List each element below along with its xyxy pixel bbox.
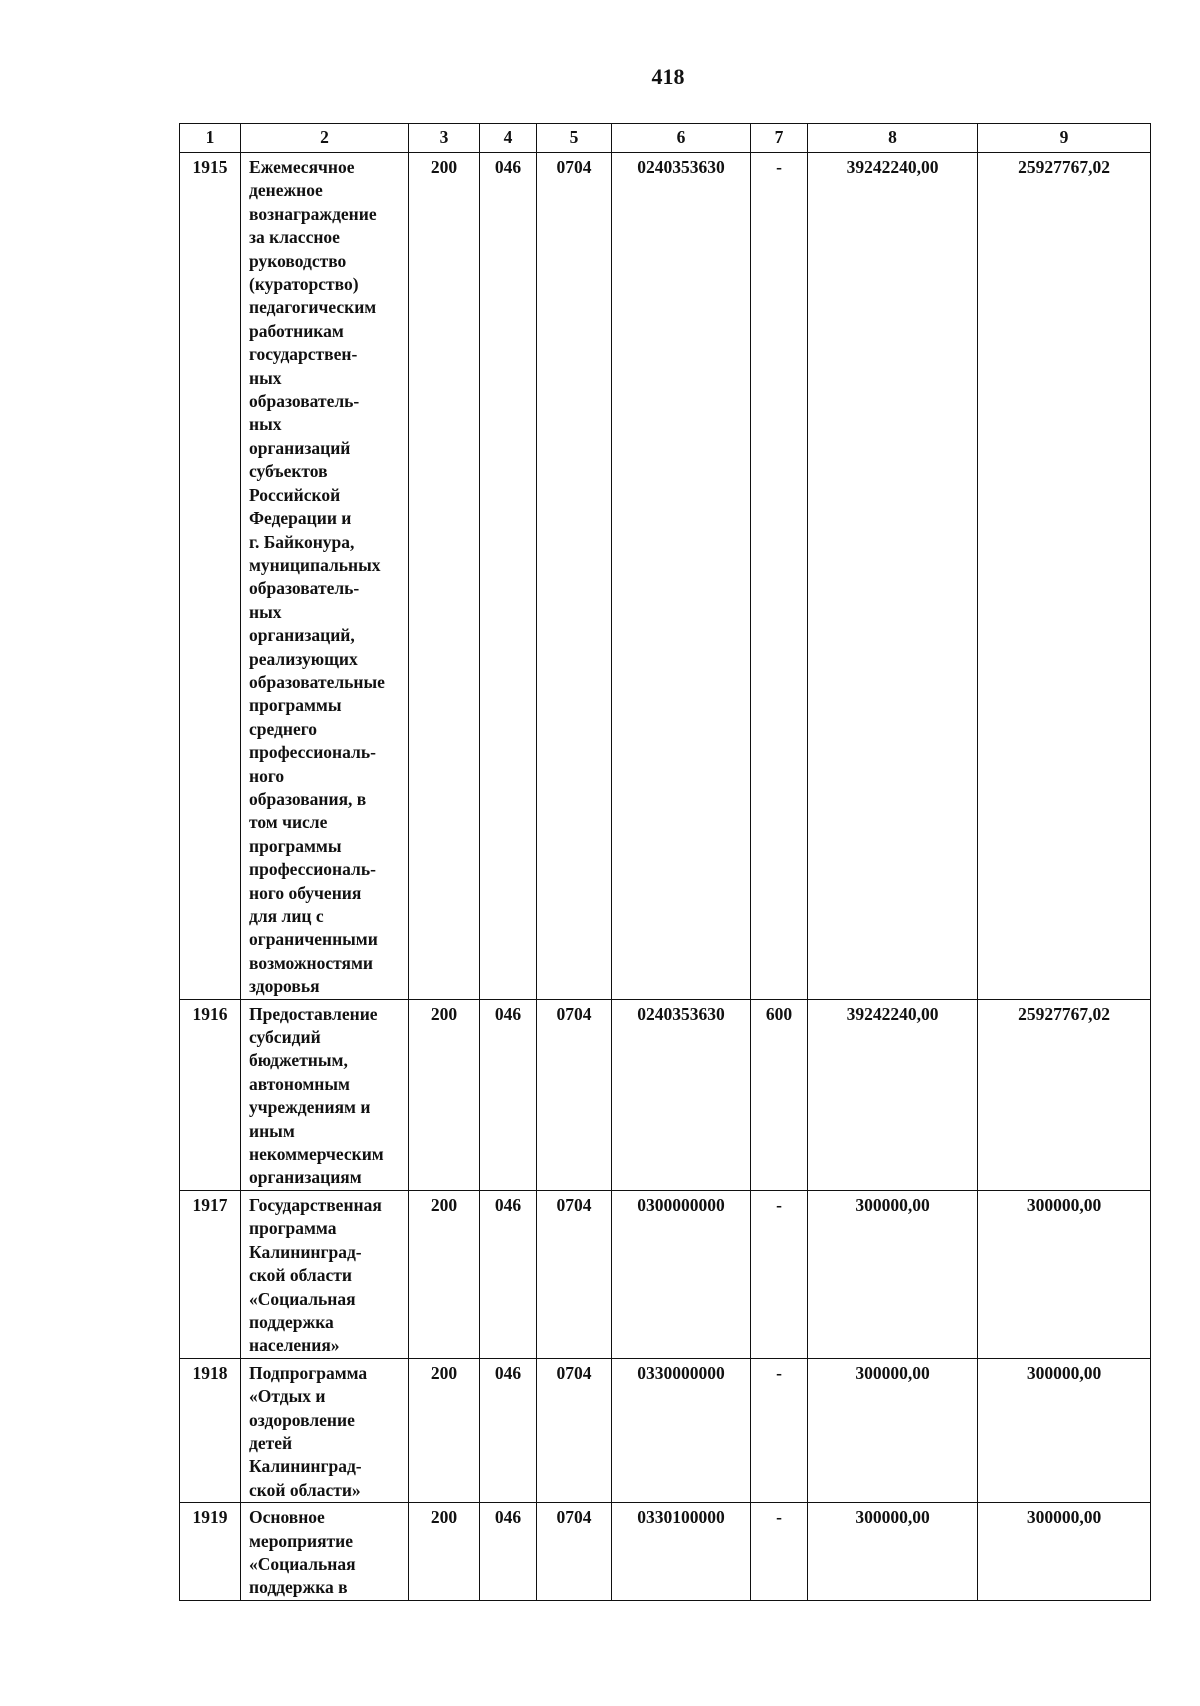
row-name-cell [241,153,409,1000]
amount-cell: 300000,00 [978,1358,1151,1502]
column-header: 9 [978,124,1151,153]
code-cell: 046 [480,1358,537,1502]
name-line: автономным [249,1073,350,1094]
code-cell: 046 [480,1190,537,1358]
amount-cell: 300000,00 [808,1358,978,1502]
table-row [180,1503,1151,1601]
table-row [180,1358,1151,1502]
name-line: ской области» [249,1479,361,1500]
name-line: организаций [249,437,351,458]
code-cell: 0704 [537,1358,612,1502]
code-cell: 0330100000 [612,1503,751,1601]
name-line: денежное [249,180,323,201]
name-line: руководство [249,250,347,271]
name-line: ных [249,367,282,388]
name-line: программы [249,695,342,716]
name-line: бюджетным, [249,1050,348,1071]
code-cell: 200 [409,999,480,1190]
row-number-cell: 1916 [180,999,241,1190]
row-name-cell [241,999,409,1190]
column-header: 7 [751,124,808,153]
name-line: вознаграждение [249,203,377,224]
row-number-cell: 1919 [180,1503,241,1601]
code-cell: 0300000000 [612,1190,751,1358]
name-line: иным [249,1120,295,1141]
name-line: образования, в [249,788,367,809]
name-line: возможностями [249,952,373,973]
column-header: 6 [612,124,751,153]
code-cell: 0704 [537,999,612,1190]
name-line: ограниченными [249,929,378,950]
name-line: образовательные [249,671,385,692]
code-cell: 600 [751,999,808,1190]
amount-cell: 39242240,00 [808,153,978,1000]
code-cell: 0240353630 [612,999,751,1190]
row-number-cell: 1915 [180,153,241,1000]
name-line: субсидий [249,1027,321,1048]
name-line: Подпрограмма [249,1362,368,1383]
row-name-cell [241,1190,409,1358]
amount-cell: 300000,00 [978,1190,1151,1358]
name-line: детей [249,1432,293,1453]
name-line: муниципальных [249,554,381,575]
header-row [180,124,1151,153]
amount-cell: 300000,00 [978,1503,1151,1601]
name-line: учреждениям и [249,1097,371,1118]
code-cell: 046 [480,153,537,1000]
name-line: Предоставление [249,1003,378,1024]
name-line: программа [249,1218,337,1239]
code-cell: 0704 [537,1503,612,1601]
row-number-cell: 1918 [180,1358,241,1502]
code-cell: 200 [409,1190,480,1358]
name-line: поддержка в [249,1577,348,1598]
row-number-cell: 1917 [180,1190,241,1358]
name-line: для лиц с [249,906,324,926]
name-line: здоровья [249,976,320,997]
code-cell: 046 [480,1503,537,1601]
column-header: 4 [480,124,537,153]
name-line: «Социальная [249,1553,356,1574]
name-line: «Отдых и [249,1386,326,1407]
name-line: организациям [249,1167,362,1188]
name-line: Российской [249,484,341,505]
name-line: реализующих [249,648,358,669]
name-line: ного [249,765,285,786]
table-row [180,153,1151,1000]
name-line: государствен- [249,344,358,365]
code-cell: - [751,1358,808,1502]
name-line: образователь- [249,391,360,412]
amount-cell: 25927767,02 [978,153,1151,1000]
name-line: г. Байконура, [249,531,355,552]
column-header: 8 [808,124,978,153]
name-line: Ежемесячное [249,157,355,177]
name-line: оздоровление [249,1409,355,1430]
name-line: Калининград- [249,1456,362,1477]
column-header: 3 [409,124,480,153]
code-cell: 200 [409,1358,480,1502]
name-line: программы [249,835,342,856]
table-row [180,1190,1151,1358]
row-name-cell [241,1358,409,1502]
code-cell: 046 [480,999,537,1190]
name-line: (кураторство) [249,274,359,295]
name-line: «Социальная [249,1288,356,1309]
name-line: ской области [249,1265,352,1286]
table-row [180,999,1151,1190]
code-cell: 0704 [537,153,612,1000]
code-cell: 200 [409,1503,480,1601]
name-line: за классное [249,227,340,248]
name-line: поддержка [249,1311,334,1332]
name-line: ного обучения [249,882,362,903]
name-line: Федерации и [249,508,352,529]
amount-cell: 300000,00 [808,1190,978,1358]
code-cell: - [751,153,808,1000]
name-line: Государственная [249,1194,382,1215]
code-cell: 0330000000 [612,1358,751,1502]
name-line: Основное [249,1507,325,1528]
code-cell: 0704 [537,1190,612,1358]
amount-cell: 25927767,02 [978,999,1151,1190]
name-line: профессиональ- [249,742,376,763]
name-line: педагогическим [249,297,377,318]
page-number: 418 [651,64,685,89]
name-line: работникам [249,320,344,341]
code-cell: - [751,1190,808,1358]
name-line: ных [249,601,282,622]
name-line: профессиональ- [249,859,376,880]
name-line: организаций, [249,625,355,646]
column-header: 5 [537,124,612,153]
name-line: субъектов [249,461,328,482]
name-line: образователь- [249,578,360,599]
column-header: 1 [180,124,241,153]
name-line: том числе [249,812,328,833]
code-cell: 0240353630 [612,153,751,1000]
amount-cell: 300000,00 [808,1503,978,1601]
name-line: некоммерческим [249,1144,384,1165]
amount-cell: 39242240,00 [808,999,978,1190]
name-line: ных [249,414,282,435]
name-line: мероприятие [249,1530,353,1551]
name-line: Калининград- [249,1241,362,1262]
code-cell: - [751,1503,808,1601]
code-cell: 200 [409,153,480,1000]
name-line: среднего [249,718,318,739]
row-name-cell [241,1503,409,1601]
budget-table [179,123,1151,1601]
column-header: 2 [241,124,409,153]
name-line: населения» [249,1335,340,1356]
